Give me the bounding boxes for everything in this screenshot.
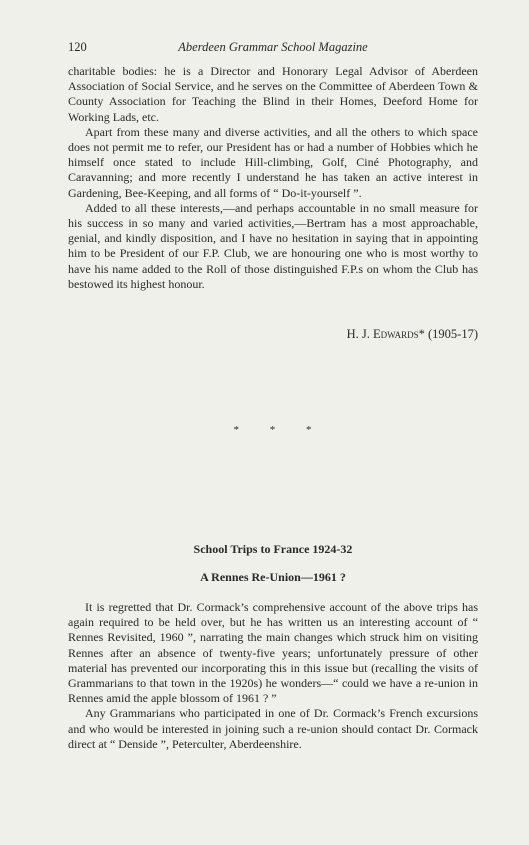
page-number: 120 <box>68 40 87 54</box>
paragraph: Apart from these many and diverse activities, and all the others to which space does not permit me to refer, our President has or had a number of Hobbies which he himself once stated to include Hill-climbing, Golf, Ciné Photography, and Caravanning; and more recently I understand he has taken an active interest in Gardening, Bee-Keeping, and all forms of “ Do-it-yourself ”. <box>68 124 478 200</box>
paragraph: Added to all these interests,—and perhaps accountable in no small measure for his success in so many and varied activities,—Bertram has a most approachable, genial, and kindly disposition, and I have no hesitation in saying that in appointing him to be President of our F.P. Club, we are honouring one who is most worthy to have his name added to the Roll of those distinguished F.P.s on whom the Club has bestowed its highest honour. <box>68 200 478 291</box>
article-subheading: A Rennes Re-Union—1961 ? <box>200 570 346 584</box>
paragraph: charitable bodies: he is a Director and Honorary Legal Advisor of Aberdeen Association of Social Service, and he serves on the Committee of Aberdeen Town & County Association for Teaching the Blind in their Homes, Deeford Home for Working Lads, etc. <box>68 64 478 124</box>
running-title: Aberdeen Grammar School Magazine <box>178 40 368 54</box>
signature-years: (1905-17) <box>428 327 478 341</box>
paragraph: It is regretted that Dr. Cormack’s comprehensive account of the above trips has again required to be held over, but he has written us an interesting account of “ Rennes Revisited, 1960 ”, narrating the main changes which struck him on visiting Rennes after an absence of twenty-five years; unfortunately pressure of other material has prevented our incorporating this in this issue but (recalling the visits of Grammarians to that town in the 1920s) he wonders—“ could we have a re-union in Rennes amid the apple blossom of 1961 ? ” <box>68 600 478 706</box>
article-school-trips <box>68 600 478 752</box>
signature-initials: H. J. <box>346 327 370 341</box>
article-heading: School Trips to France 1924-32 <box>193 542 353 556</box>
author-signature <box>68 327 478 342</box>
paragraph: Any Grammarians who participated in one of Dr. Cormack’s French excursions and who would be interested in joining such a re-union should contact Dr. Cormack direct at “ Denside ”, Peterculter, Aberdeenshire. <box>68 706 478 751</box>
section-separator: * * * <box>233 424 313 436</box>
page-header <box>68 40 478 58</box>
article-president-profile <box>68 64 478 292</box>
signature-name: Edwards* <box>372 327 425 341</box>
